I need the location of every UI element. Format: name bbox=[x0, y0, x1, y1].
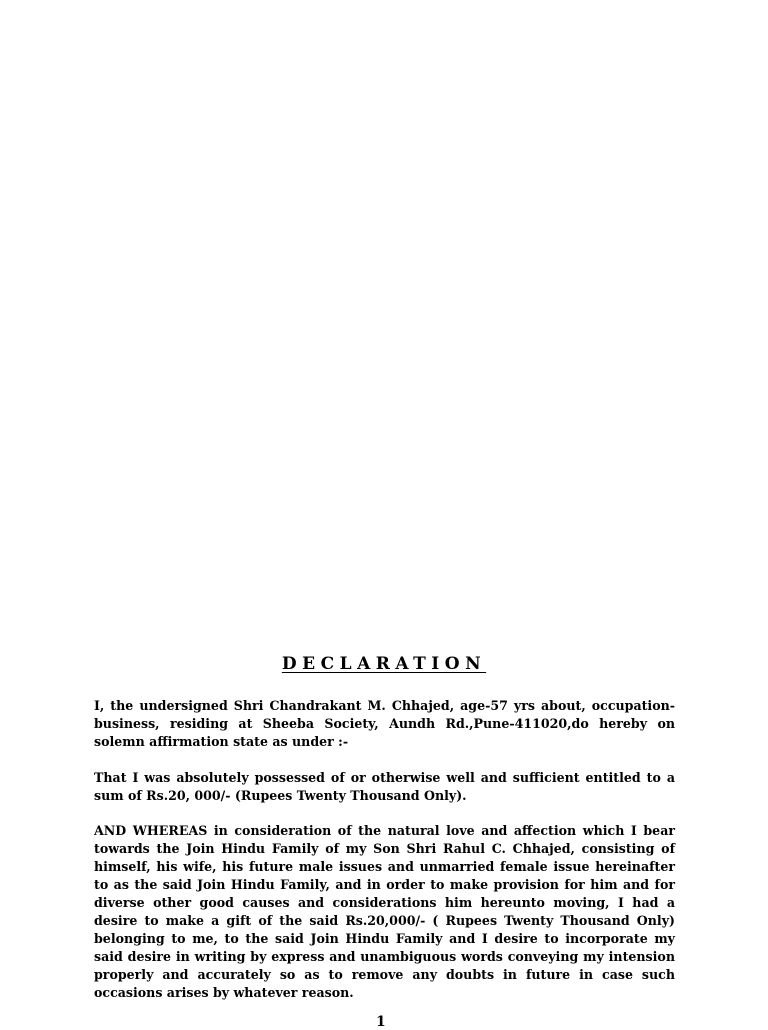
document-title: DECLARATION bbox=[281, 654, 487, 674]
paragraph-possession: That I was absolutely possessed of or otherwise well and sufficient entitled to a sum of Rs.20, 000/- (Rupees Twenty Thousand Only). bbox=[94, 770, 675, 803]
paragraph-declarant: I, the undersigned Shri Chandrakant M. Chhajed, age-57 yrs about, occupation-business, residing at Sheeba Society, Aundh Rd.,Pune-411020,do hereby on solemn affirmation state as under :- bbox=[94, 698, 675, 749]
paragraph-whereas: AND WHEREAS in consideration of the natural love and affection which I bear towards the Join Hindu Family of my Son Shri Rahul C. Chhajed, consisting of himself, his wife, his future male issues and unmarried female issue hereinafter to as the said Join Hindu Family, and in order to make provision for him and for diverse other good causes and considerations him hereunto moving, I had a desire to make a gift of the said Rs.20,000/- ( Rupees Twenty Thousand Only) belonging to me, to the said Join Hindu Family and I desire to incorporate my said desire in writing by express and unambiguous words conveying my intension properly and accurately so as to remove any doubts in future in case such occasions arises by whatever reason. bbox=[94, 823, 675, 1000]
page-number: 1 bbox=[376, 1014, 386, 1030]
